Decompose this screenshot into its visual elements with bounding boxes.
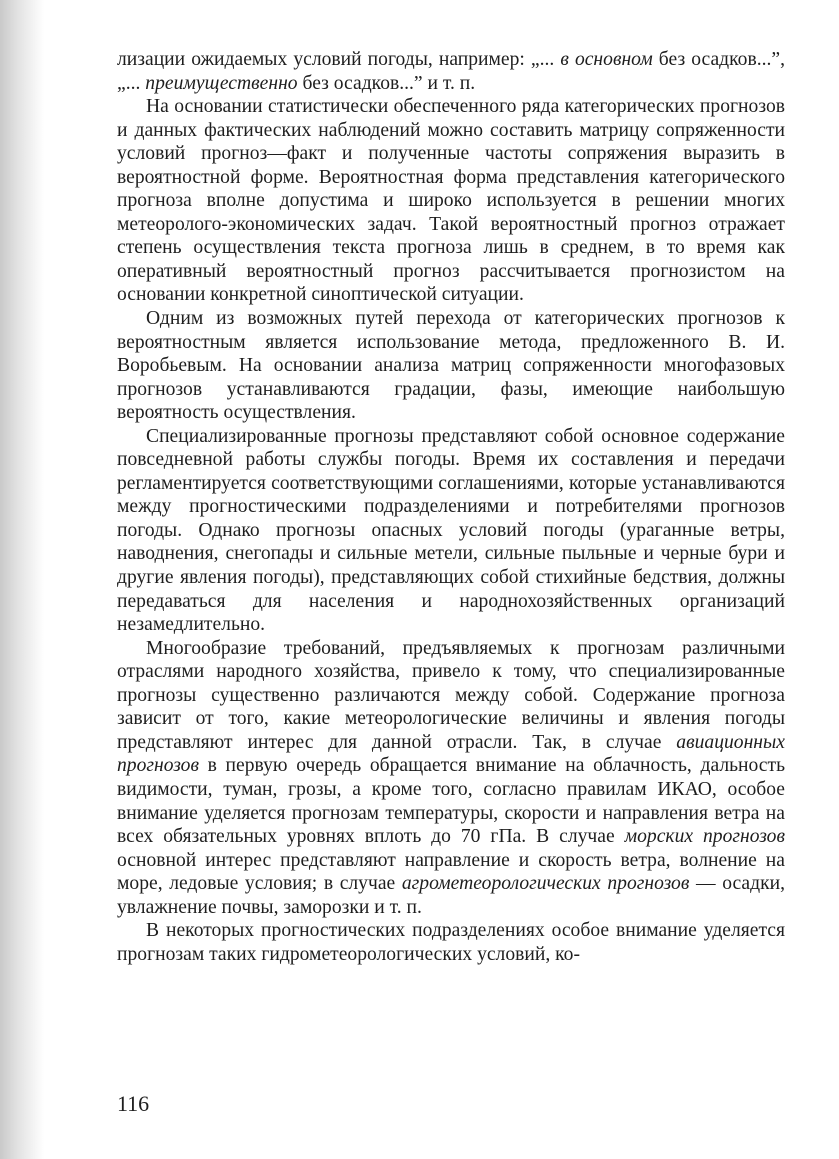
page-number: 116 [117,1091,150,1116]
italic-run: морских прогнозов [624,826,785,848]
paragraph-4 [117,425,785,637]
italic-run: в основном [560,49,653,70]
italic-run: преимущественно [145,72,298,94]
text-run: В некоторых прогностических подразделениях особое внимание уделяется прогнозам таких гидрометеорологических условий, ко- [117,920,785,965]
text-run: — осадки, увлажнение почвы, заморозки и т. п. [117,873,785,918]
italic-run: авиационных прогнозов [117,731,785,777]
text-run: лизации ожидаемых условий погоды, например: „... [117,49,561,70]
text-run: основной интерес представляют направление и скорость ветра, волнение на море, ледовые условия; в случае [117,849,785,895]
paragraph-3 [117,307,785,425]
text-run: без осадков...” и т. п. [297,72,476,94]
text-run: Специализированные прогнозы представляют собой основное содержание повседневной работы службы погоды. Время их составления и передачи регламентируется соответствующими соглашениями, которые устанавливаются между прогностическими подразделениями и потребителями прогнозов погоды. Однако прогнозы опасных условий погоды (ураганные ветры, наводнения, снегопады и сильные метели, сильные пыльные и черные бури и другие явления погоды), представляющих собой стихийные бедствия, должны передаваться для населения и народнохозяйственных организаций незамедлительно. [117,425,785,636]
text-run: Многообразие требований, предъявляемых к прогнозам различными отраслями народного хозяйства, привело к тому, что специализированные прогнозы существенно различаются между собой. Содержание прогноза зависит от того, какие метеорологические величины и явления погоды представляют интерес для данной отрасли. Так, в случае [117,637,785,753]
paragraph-1 [117,48,785,95]
text-run: На основании статистически обеспеченного ряда категорических прогнозов и данных фактических наблюдений можно составить матрицу сопряженности условий прогноз—факт и полученные частоты сопряжения выразить в вероятностной форме. Вероятностная форма представления категорического прогноза вполне допустима и широко используется в решении многих метеоролого-экономических задач. Такой вероятностный прогноз отражает степень осуществления текста прогноза лишь в среднем, в то время как оперативный вероятностный прогноз рассчитывается прогнозистом на основании конкретной синоптической ситуации. [117,96,785,306]
italic-run: агрометеорологических прогнозов [401,873,690,895]
text-run: без осадков...”, „... [117,49,785,94]
paragraph-2 [117,95,785,307]
body-text [117,48,785,966]
binding-gutter-shadow [0,0,44,1159]
text-run: Одним из возможных путей перехода от категорических прогнозов к вероятностным является использование метода, предложенного В. И. Воробьевым. На основании анализа матриц сопряженности многофазовых прогнозов устанавливаются градации, фазы, имеющие наибольшую вероятность осуществления. [117,308,785,424]
text-run: в первую очередь обращается внимание на облачность, дальность видимости, туман, грозы, а кроме того, согласно правилам ИКАО, особое внимание уделяется прогнозам температуры, скорости и направления ветра на всех обязательных уровнях вплоть до 70 гПа. В случае [117,755,785,848]
paragraph-6 [117,919,785,966]
paragraph-5 [117,637,785,920]
